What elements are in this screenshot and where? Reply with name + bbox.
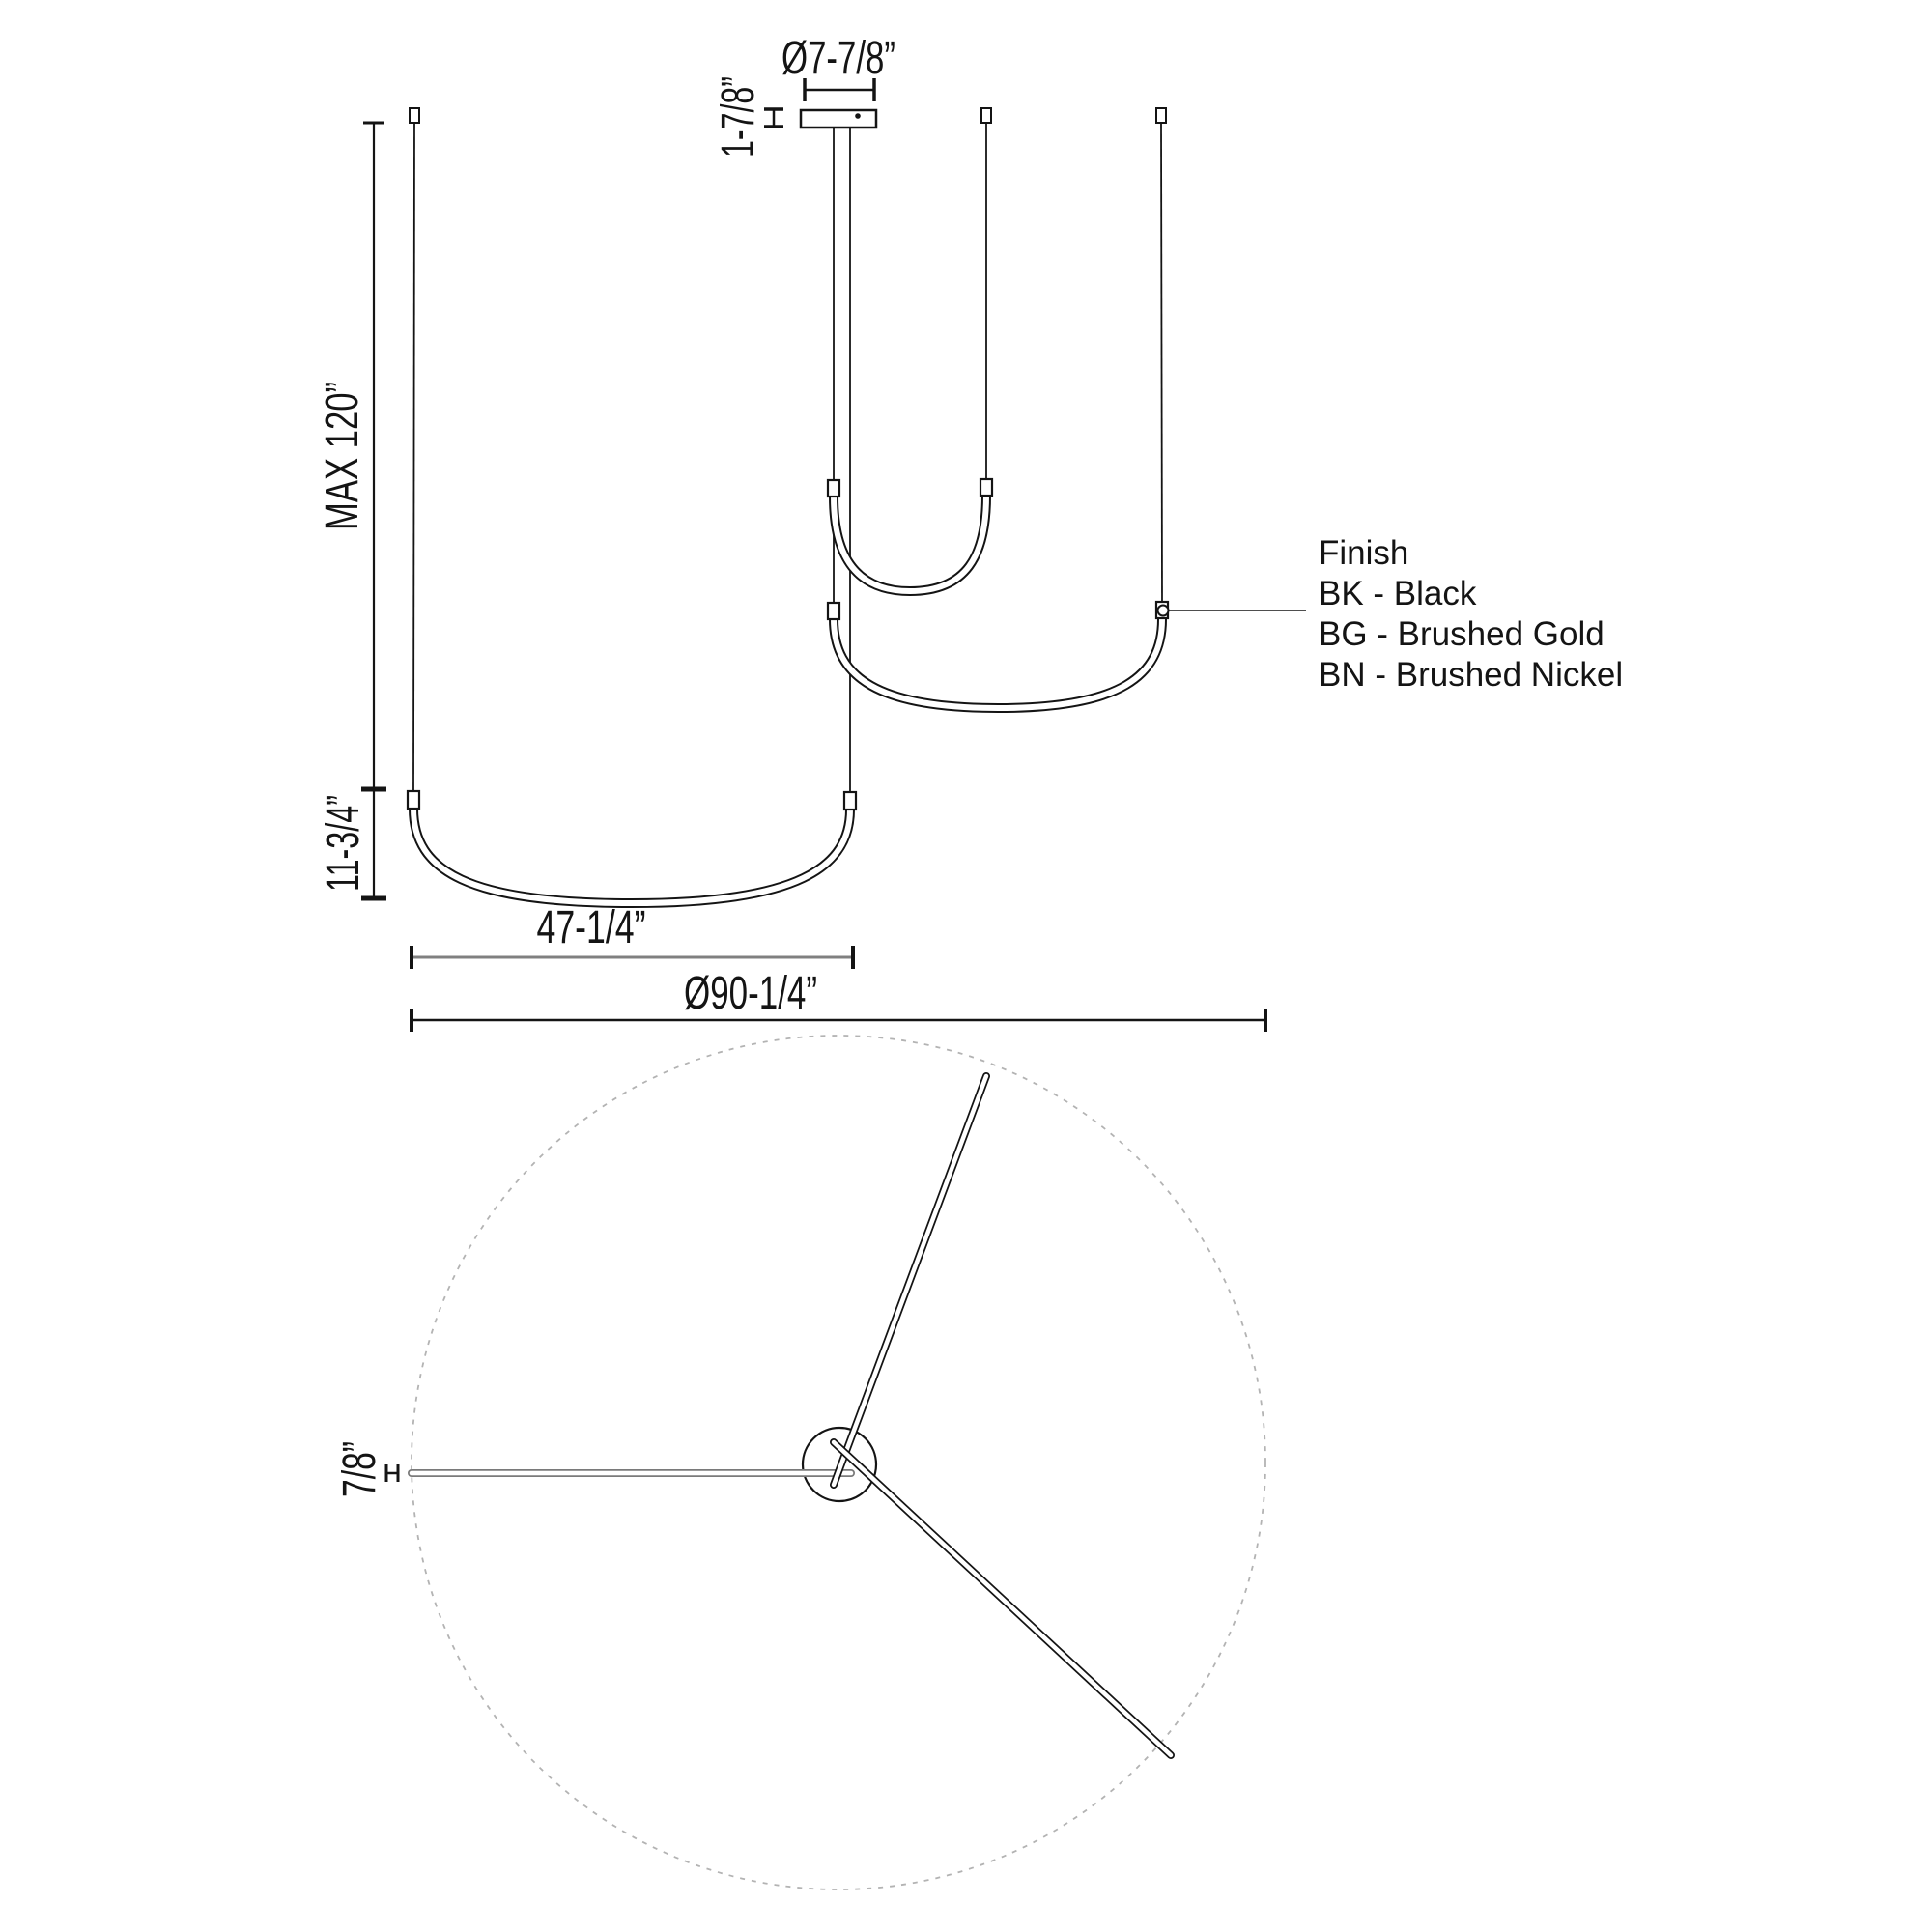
finish-option-black: BK - Black	[1319, 575, 1477, 612]
finish-leader-balloon	[1158, 606, 1169, 616]
light-bar-large	[408, 791, 856, 903]
light-bar-medium-tube-outline	[834, 619, 1162, 708]
light-bar-medium-endcap-left	[828, 603, 839, 619]
overall-diameter-label: Ø90-1/4”	[684, 968, 817, 1019]
fixture-drop-label: 11-3/4”	[318, 748, 369, 892]
tube-diameter-bracket	[386, 1464, 398, 1482]
plan-arm-lower-right	[834, 1442, 1171, 1755]
suspension-wire-left	[413, 123, 414, 791]
overall-diameter-dimension	[412, 1009, 1265, 1032]
tube-diameter-label: 7/8”	[334, 1417, 385, 1497]
canopy-height-bracket	[764, 109, 783, 127]
plan-arm-upper-right	[834, 1076, 986, 1485]
light-bar-small	[828, 479, 992, 591]
finish-legend-title: Finish	[1319, 534, 1409, 572]
light-bar-large-endcap-left	[408, 791, 419, 809]
suspension-max-label: MAX 120”	[317, 324, 368, 530]
suspension-wire-right	[1161, 123, 1162, 603]
finish-legend	[1319, 534, 1623, 694]
canopy-diameter-label: Ø7-7/8”	[781, 33, 895, 84]
ceiling-grip-right	[1156, 108, 1166, 123]
light-bar-small-endcap-left	[828, 480, 839, 497]
plan-arm-upper-right-fill	[834, 1076, 986, 1485]
ceiling-grip-middle	[981, 108, 991, 123]
light-bar-small-endcap-right	[980, 479, 992, 496]
ceiling-grip-left	[410, 108, 419, 123]
finish-option-brushed-nickel: BN - Brushed Nickel	[1319, 656, 1624, 694]
inner-span-label: 47-1/4”	[536, 902, 646, 953]
ceiling-canopy	[801, 110, 876, 128]
finish-option-brushed-gold: BG - Brushed Gold	[1319, 615, 1605, 653]
plan-view	[334, 1036, 1265, 1889]
canopy-screw-dot	[855, 113, 861, 119]
light-bar-medium	[828, 602, 1168, 708]
elevation-view	[317, 33, 1306, 1032]
light-bar-small-tube-outline	[834, 496, 986, 591]
plan-arm-lower-right-fill	[834, 1442, 1171, 1755]
light-bar-large-endcap-right	[844, 792, 856, 810]
canopy-height-label: 1-7/8”	[713, 36, 764, 157]
